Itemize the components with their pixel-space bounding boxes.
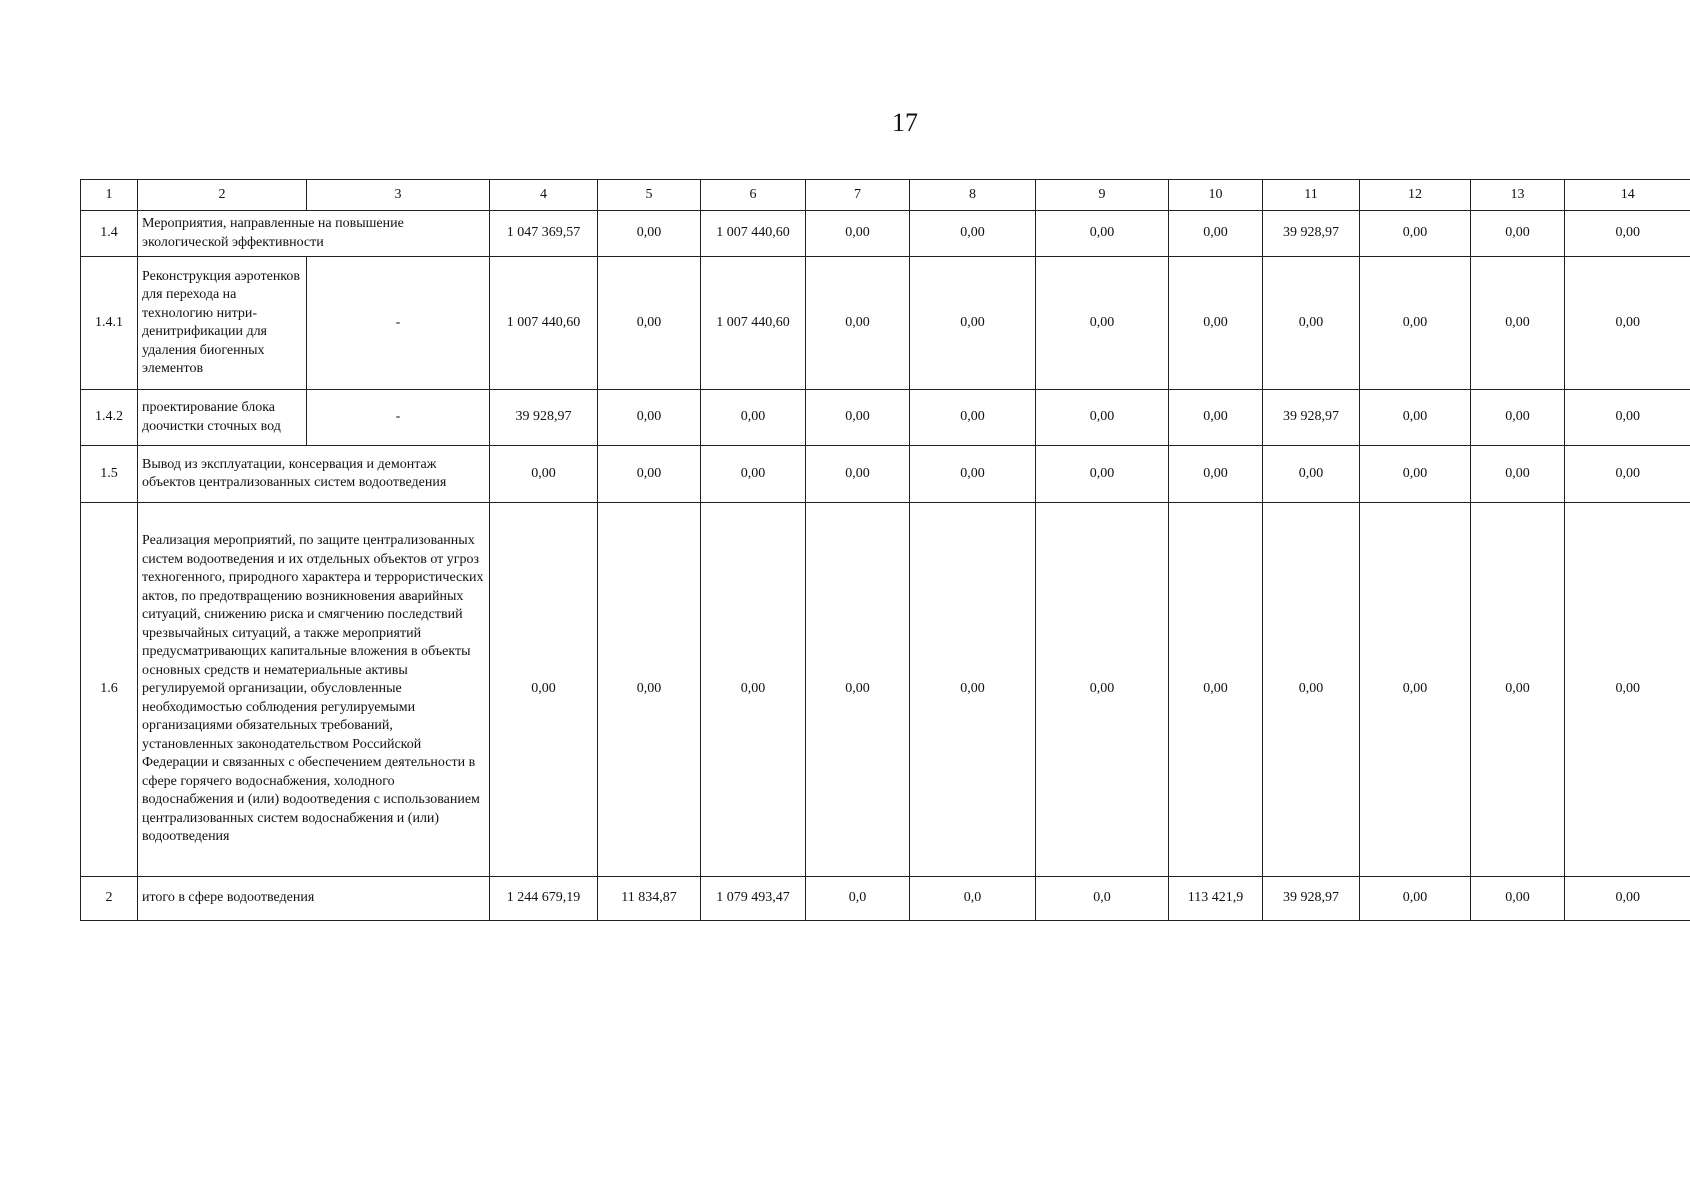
header-cell: 2 <box>138 180 307 211</box>
row-col3: - <box>307 390 490 446</box>
header-cell: 8 <box>910 180 1036 211</box>
value-cell: 0,00 <box>1565 503 1690 877</box>
value-cell: 0,0 <box>1036 877 1169 921</box>
value-cell: 1 007 440,60 <box>701 211 806 257</box>
value-cell: 0,00 <box>490 503 598 877</box>
value-cell: 0,00 <box>1565 211 1690 257</box>
value-cell: 0,00 <box>1036 257 1169 390</box>
header-cell: 5 <box>598 180 701 211</box>
row-description: итого в сфере водоотведения <box>138 877 490 921</box>
header-cell: 13 <box>1471 180 1565 211</box>
header-cell: 6 <box>701 180 806 211</box>
value-cell: 1 079 493,47 <box>701 877 806 921</box>
value-cell: 0,00 <box>1471 211 1565 257</box>
value-cell: 0,00 <box>701 390 806 446</box>
value-cell: 0,00 <box>910 390 1036 446</box>
row-index: 1.4 <box>81 211 138 257</box>
value-cell: 0,00 <box>1036 390 1169 446</box>
value-cell: 0,00 <box>701 503 806 877</box>
row-col3: - <box>307 257 490 390</box>
value-cell: 0,00 <box>1263 257 1360 390</box>
value-cell: 0,00 <box>910 503 1036 877</box>
value-cell: 0,00 <box>806 503 910 877</box>
row-description: Мероприятия, направленные на повышение экологической эффективности <box>138 211 490 257</box>
value-cell: 0,0 <box>910 877 1036 921</box>
value-cell: 0,00 <box>910 211 1036 257</box>
value-cell: 0,00 <box>1169 446 1263 503</box>
value-cell: 1 007 440,60 <box>490 257 598 390</box>
value-cell: 0,00 <box>1471 877 1565 921</box>
row-index: 1.6 <box>81 503 138 877</box>
header-cell: 3 <box>307 180 490 211</box>
row-description: Вывод из эксплуатации, консервация и демонтаж объектов централизованных систем водоотведения <box>138 446 490 503</box>
value-cell: 113 421,9 <box>1169 877 1263 921</box>
value-cell: 0,00 <box>1360 390 1471 446</box>
value-cell: 0,00 <box>806 211 910 257</box>
row-description: Реконструкция аэротенков для перехода на технологию нитри-денитрификации для удаления биогенных элементов <box>138 257 307 390</box>
header-cell: 4 <box>490 180 598 211</box>
table-row <box>81 503 1690 877</box>
header-cell: 12 <box>1360 180 1471 211</box>
value-cell: 0,00 <box>1471 257 1565 390</box>
header-cell: 7 <box>806 180 910 211</box>
value-cell: 0,00 <box>1169 257 1263 390</box>
value-cell: 0,00 <box>910 257 1036 390</box>
value-cell: 0,00 <box>598 390 701 446</box>
row-index: 1.5 <box>81 446 138 503</box>
table-row <box>81 446 1690 503</box>
value-cell: 0,00 <box>1471 390 1565 446</box>
value-cell: 0,00 <box>910 446 1036 503</box>
investment-table <box>80 179 1690 921</box>
value-cell: 11 834,87 <box>598 877 701 921</box>
table-header-row <box>81 180 1690 211</box>
header-cell: 10 <box>1169 180 1263 211</box>
value-cell: 39 928,97 <box>1263 877 1360 921</box>
value-cell: 0,00 <box>1169 211 1263 257</box>
value-cell: 0,00 <box>1169 503 1263 877</box>
row-description: проектирование блока доочистки сточных вод <box>138 390 307 446</box>
value-cell: 1 244 679,19 <box>490 877 598 921</box>
value-cell: 0,00 <box>1036 211 1169 257</box>
table-row <box>81 257 1690 390</box>
value-cell: 0,00 <box>1036 446 1169 503</box>
value-cell: 0,00 <box>1565 877 1690 921</box>
value-cell: 0,00 <box>806 390 910 446</box>
value-cell: 39 928,97 <box>490 390 598 446</box>
header-cell: 9 <box>1036 180 1169 211</box>
value-cell: 0,00 <box>806 446 910 503</box>
value-cell: 0,00 <box>1360 446 1471 503</box>
value-cell: 39 928,97 <box>1263 211 1360 257</box>
header-cell: 11 <box>1263 180 1360 211</box>
value-cell: 0,00 <box>598 257 701 390</box>
value-cell: 0,00 <box>1471 446 1565 503</box>
value-cell: 0,00 <box>1169 390 1263 446</box>
row-description: Реализация мероприятий, по защите централизованных систем водоотведения и их отдельных объектов от угроз техногенного, природного характера и террористических актов, по предотвращению возникновения аварийных ситуаций, снижению риска и смягчению последствий чрезвычайных ситуаций, а также мероприятий предусматривающих капитальные вложения в объекты основных средств и нематериальные активы регулируемой организации, обусловленные необходимостью соблюдения регулируемыми организациями обязательных требований, установленных законодательством Российской Федерации и связанных с обеспечением деятельности в сфере горячего водоснабжения, холодного водоснабжения и (или) водоотведения с использованием централизованных систем водоснабжения и (или) водоотведения <box>138 503 490 877</box>
page-number: 17 <box>892 108 918 137</box>
value-cell: 0,00 <box>1036 503 1169 877</box>
value-cell: 0,00 <box>1360 503 1471 877</box>
value-cell: 0,00 <box>806 257 910 390</box>
value-cell: 0,00 <box>1263 446 1360 503</box>
table-row <box>81 211 1690 257</box>
table-row <box>81 390 1690 446</box>
value-cell: 0,00 <box>701 446 806 503</box>
value-cell: 1 047 369,57 <box>490 211 598 257</box>
value-cell: 0,00 <box>1565 390 1690 446</box>
value-cell: 0,00 <box>598 446 701 503</box>
value-cell: 0,00 <box>1360 257 1471 390</box>
row-index: 1.4.2 <box>81 390 138 446</box>
value-cell: 0,00 <box>1360 211 1471 257</box>
header-cell: 14 <box>1565 180 1690 211</box>
row-index: 1.4.1 <box>81 257 138 390</box>
value-cell: 0,00 <box>598 503 701 877</box>
value-cell: 1 007 440,60 <box>701 257 806 390</box>
value-cell: 0,00 <box>1565 446 1690 503</box>
value-cell: 0,00 <box>1360 877 1471 921</box>
value-cell: 0,00 <box>490 446 598 503</box>
value-cell: 0,00 <box>1565 257 1690 390</box>
value-cell: 0,00 <box>598 211 701 257</box>
value-cell: 0,00 <box>1471 503 1565 877</box>
row-index: 2 <box>81 877 138 921</box>
value-cell: 0,00 <box>1263 503 1360 877</box>
value-cell: 0,0 <box>806 877 910 921</box>
table-row-total <box>81 877 1690 921</box>
value-cell: 39 928,97 <box>1263 390 1360 446</box>
header-cell: 1 <box>81 180 138 211</box>
